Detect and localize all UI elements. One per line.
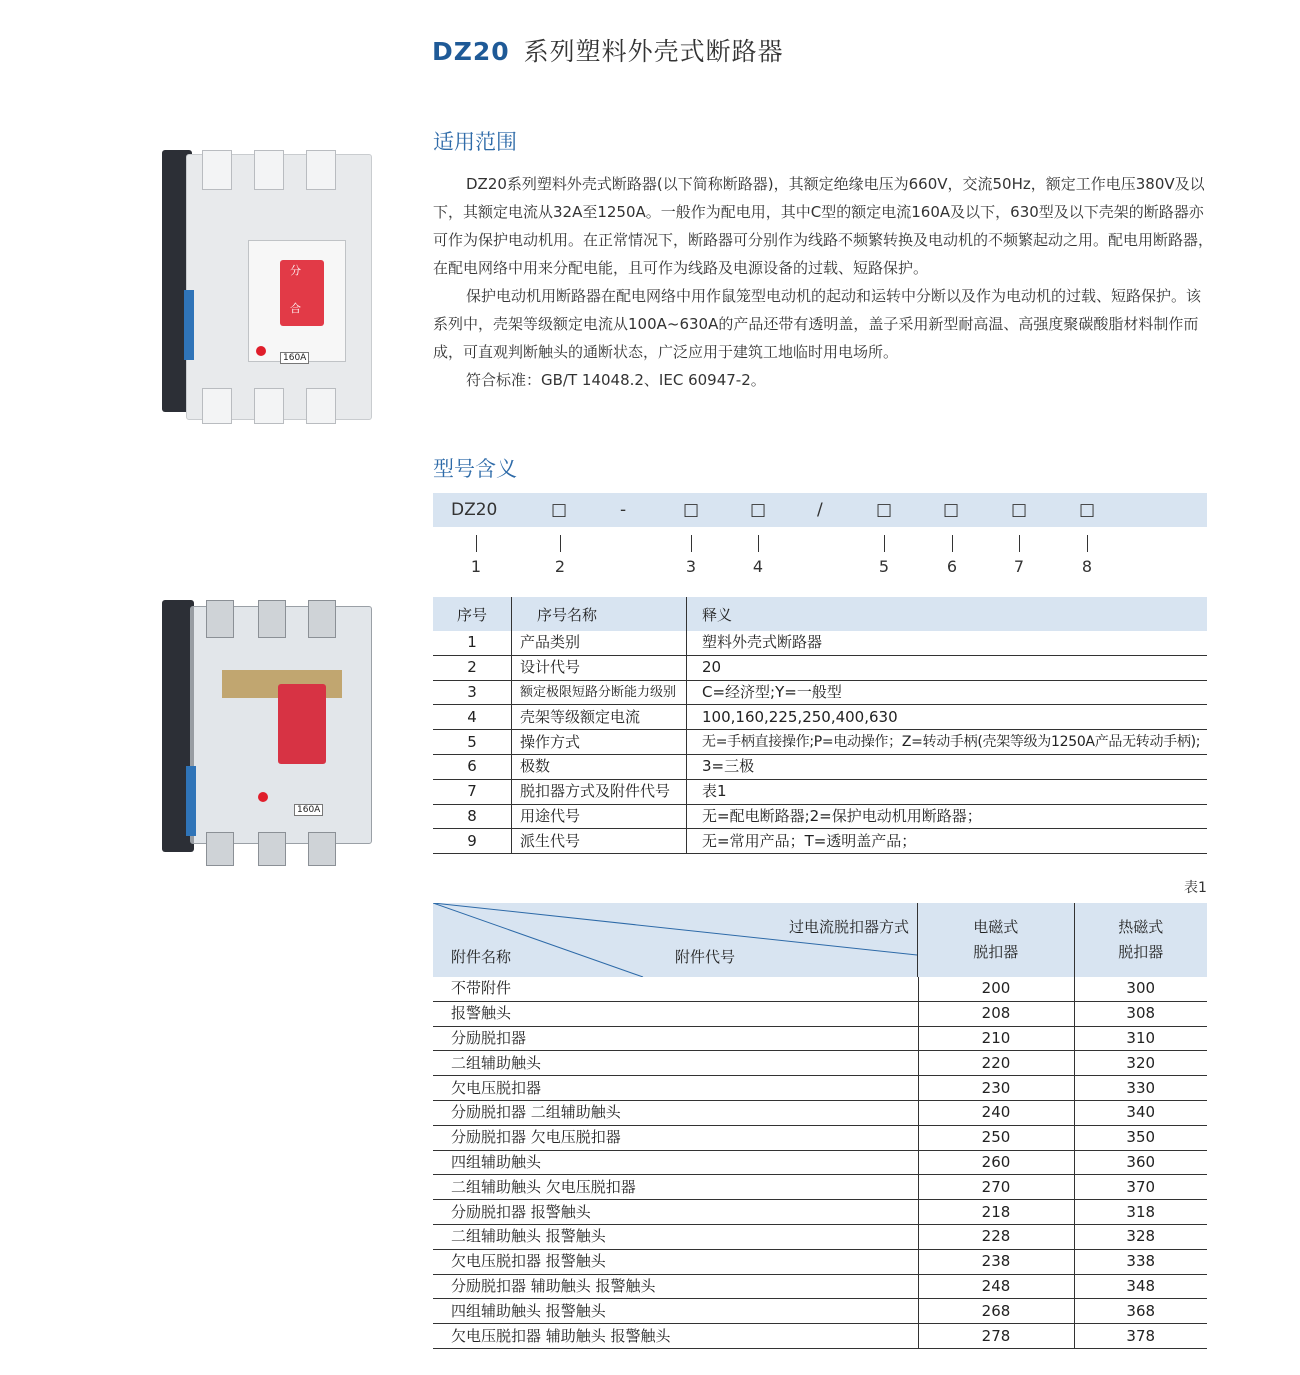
code-number: 1 [470,557,482,576]
code-cell: 208 [918,1001,1074,1026]
accessory-name-cell: 不带附件 [433,977,918,1001]
table-row [433,1100,1207,1125]
code-number: 5 [878,557,890,576]
cell: 操作方式 [512,730,687,755]
code-tick [952,535,953,552]
release-mode-label: 过电流脱扣器方式 [788,918,909,936]
model-name: DZ20 [432,37,510,66]
cell: 5 [433,730,512,755]
code-number: 2 [554,557,566,576]
code-cell: 318 [1074,1200,1207,1225]
table-row [433,1324,1207,1349]
header-line: 脱扣器 [973,943,1019,961]
header-cell: 序号名称 [512,597,687,631]
rating-label: 160A [294,804,323,816]
code-cell: 370 [1074,1175,1207,1200]
table-row [433,1200,1207,1225]
code-cell: 308 [1074,1001,1207,1026]
accessory-name-cell: 欠电压脱扣器 [433,1076,918,1101]
scope-text [433,170,1213,394]
code-cell: 250 [918,1125,1074,1150]
code-tick [560,535,561,552]
code-cell: 348 [1074,1274,1207,1299]
table-row [433,804,1207,829]
code-part: □ [1011,500,1028,520]
series-name: 系列塑料外壳式断路器 [523,37,784,66]
breaker-image-standard [162,150,374,422]
code-cell: 268 [918,1299,1074,1324]
cell: 100,160,225,250,400,630 [687,705,1208,730]
code-cell: 300 [1074,977,1207,1001]
accessory-name-cell: 分励脱扣器 辅助触头 报警触头 [433,1274,918,1299]
cell: 用途代号 [512,804,687,829]
table-row [433,1175,1207,1200]
code-part: □ [943,500,960,520]
table-row [433,1274,1207,1299]
cell: 6 [433,754,512,779]
page-title [432,32,784,68]
cell: 7 [433,779,512,804]
table-row [433,1125,1207,1150]
cell: 3=三极 [687,754,1208,779]
code-number: 4 [752,557,764,576]
code-cell: 320 [1074,1051,1207,1076]
accessory-name-cell: 分励脱扣器 欠电压脱扣器 [433,1125,918,1150]
table-row [433,1224,1207,1249]
table-row [433,1076,1207,1101]
accessory-name-cell: 欠电压脱扣器 报警触头 [433,1249,918,1274]
accessory-name-cell: 分励脱扣器 报警触头 [433,1200,918,1225]
breaker-image-transparent [162,600,378,864]
cell: 1 [433,631,512,655]
code-cell: 248 [918,1274,1074,1299]
code-cell: 368 [1074,1299,1207,1324]
code-cell: 240 [918,1100,1074,1125]
code-part: □ [876,500,893,520]
code-number: 8 [1081,557,1093,576]
code-part: DZ20 [451,500,498,520]
table-row [433,1299,1207,1324]
accessory-code-table [433,903,1207,1349]
code-part: - [620,500,627,520]
code-tick [884,535,885,552]
accessory-code-label: 附件代号 [675,948,736,966]
header-line: 脱扣器 [1118,943,1164,961]
thermal-magnetic-header [1074,903,1207,977]
scope-heading: 适用范围 [433,130,517,154]
cell: C=经济型;Y=一般型 [687,680,1208,705]
accessory-name-cell: 报警触头 [433,1001,918,1026]
cell: 产品类别 [512,631,687,655]
code-part: □ [551,500,568,520]
table-row [433,705,1207,730]
code-number: 3 [685,557,697,576]
code-number: 6 [946,557,958,576]
cell: 塑料外壳式断路器 [687,631,1208,655]
code-cell: 238 [918,1249,1074,1274]
table-row [433,754,1207,779]
code-cell: 210 [918,1026,1074,1051]
code-cell: 328 [1074,1224,1207,1249]
rating-label: 160A [280,352,309,364]
code-cell: 220 [918,1051,1074,1076]
accessory-name-cell: 分励脱扣器 [433,1026,918,1051]
code-cell: 378 [1074,1324,1207,1349]
code-number: 7 [1013,557,1025,576]
electromagnetic-header [918,903,1074,977]
cell: 派生代号 [512,829,687,854]
table-row [433,1001,1207,1026]
accessory-name-cell: 四组辅助触头 报警触头 [433,1299,918,1324]
cell: 3 [433,680,512,705]
cell: 无=配电断路器;2=保护电动机用断路器； [687,804,1208,829]
table-row [433,631,1207,655]
cell: 无=手柄直接操作;P=电动操作；Z=转动手柄(壳架等级为1250A产品无转动手柄); [687,730,1208,755]
cell: 设计代号 [512,655,687,680]
table-reference: 表1 [1184,880,1207,896]
code-cell: 218 [918,1200,1074,1225]
cell: 无=常用产品；T=透明盖产品； [687,829,1208,854]
header-cell: 序号 [433,597,512,631]
code-cell: 310 [1074,1026,1207,1051]
code-cell: 338 [1074,1249,1207,1274]
scope-paragraph-1: DZ20系列塑料外壳式断路器(以下简称断路器)，其额定绝缘电压为660V，交流50Hz，额定工作电压380V及以下，其额定电流从32A至1250A。一般作为配电用，其中C型的额定电流160A及以下，630型及以下壳架的断路器亦可作为保护电动机用。在正常情况下，断路器可分别作为线路不频繁转换及电动机的不频繁起动之用。配电用断路器，在配电网络中用来分配电能，且可作为线路及电源设备的过载、短路保护。 [433,175,1214,277]
table-row [433,1051,1207,1076]
scope-paragraph-3: 符合标准：GB/T 14048.2、IEC 60947-2。 [466,371,766,389]
cell: 4 [433,705,512,730]
table-row [433,655,1207,680]
code-part: □ [750,500,767,520]
cell: 8 [433,804,512,829]
table-row [433,1150,1207,1175]
accessory-name-label: 附件名称 [451,948,512,966]
code-cell: 200 [918,977,1074,1001]
cell: 壳架等级额定电流 [512,705,687,730]
code-cell: 228 [918,1224,1074,1249]
accessory-name-cell: 分励脱扣器 二组辅助触头 [433,1100,918,1125]
model-code-bar [433,493,1207,527]
header-line: 电磁式 [973,918,1019,936]
table-row [433,829,1207,854]
accessory-name-cell: 二组辅助触头 欠电压脱扣器 [433,1175,918,1200]
table-row [433,1026,1207,1051]
accessory-name-cell: 四组辅助触头 [433,1150,918,1175]
table-row [433,680,1207,705]
cell: 脱扣器方式及附件代号 [512,779,687,804]
code-cell: 270 [918,1175,1074,1200]
code-tick [758,535,759,552]
code-tick [1087,535,1088,552]
accessory-name-cell: 二组辅助触头 报警触头 [433,1224,918,1249]
handle-label-on: 合 [290,302,301,315]
table-header-row [433,903,1207,977]
code-part: □ [1079,500,1096,520]
handle-label-off: 分 [290,264,301,277]
code-cell: 278 [918,1324,1074,1349]
table-row [433,977,1207,1001]
table-row [433,1249,1207,1274]
scope-paragraph-2: 保护电动机用断路器在配电网络中用作鼠笼型电动机的起动和运转中分断以及作为电动机的过载、短路保护。该系列中，壳架等级额定电流从100A~630A的产品还带有透明盖，盖子采用新型耐高温、高强度聚碳酸脂材料制作而成，可直观判断触头的通断状态，广泛应用于建筑工地临时用电场所。 [433,287,1202,361]
code-cell: 350 [1074,1125,1207,1150]
code-cell: 340 [1074,1100,1207,1125]
accessory-table-body [433,977,1207,1348]
code-tick [476,535,477,552]
cell: 9 [433,829,512,854]
cell: 额定极限短路分断能力级别 [512,680,687,705]
model-meaning-heading: 型号含义 [433,457,517,481]
cell: 2 [433,655,512,680]
accessory-name-cell: 欠电压脱扣器 辅助触头 报警触头 [433,1324,918,1349]
header-line: 热磁式 [1118,918,1164,936]
table-header-row [433,597,1207,631]
header-cell: 释义 [687,597,1208,631]
diagonal-header-cell [433,903,918,977]
code-tick [1019,535,1020,552]
cell: 表1 [687,779,1208,804]
code-part: □ [683,500,700,520]
table-row [433,730,1207,755]
code-cell: 330 [1074,1076,1207,1101]
model-meaning-table [433,597,1207,854]
accessory-name-cell: 二组辅助触头 [433,1051,918,1076]
code-tick [691,535,692,552]
cell: 极数 [512,754,687,779]
code-part: / [817,500,823,520]
code-cell: 230 [918,1076,1074,1101]
cell: 20 [687,655,1208,680]
code-cell: 360 [1074,1150,1207,1175]
table-row [433,779,1207,804]
code-cell: 260 [918,1150,1074,1175]
